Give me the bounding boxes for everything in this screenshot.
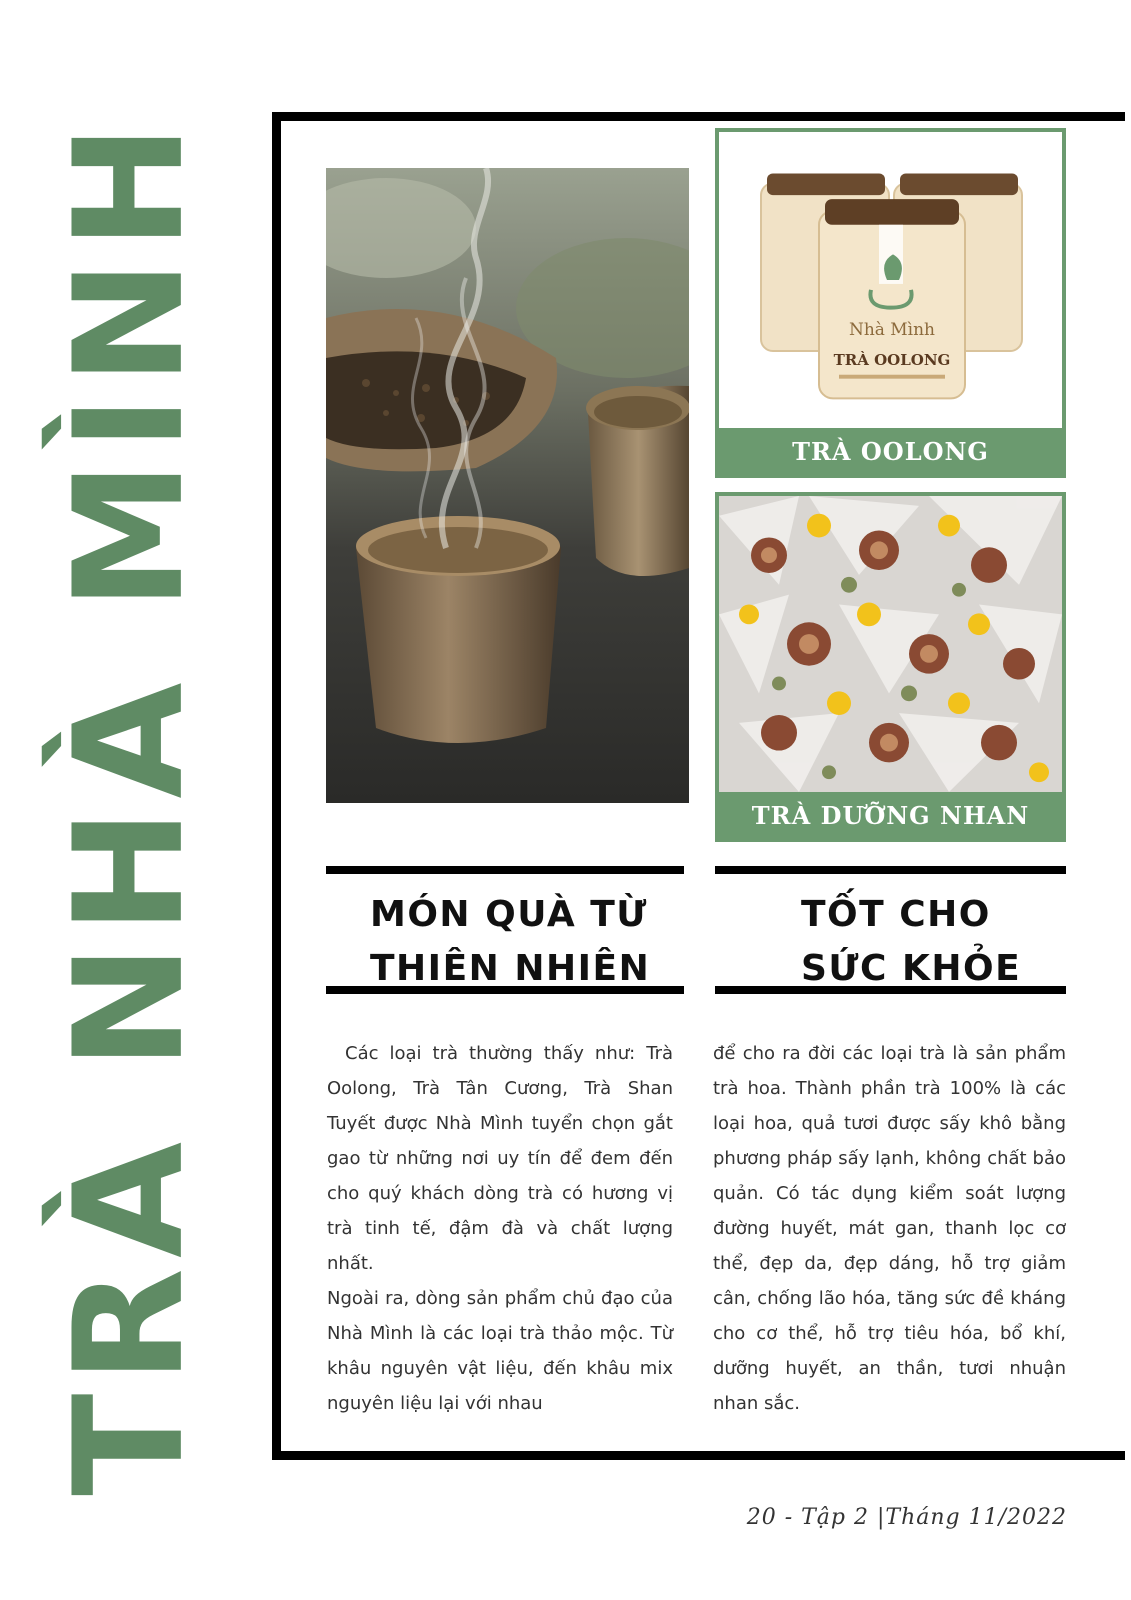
section-heading-gift — [326, 866, 684, 994]
product-card-duong-nhan — [715, 492, 1066, 842]
heading-gift-line2: THIÊN NHIÊN — [370, 948, 651, 989]
product-caption-duong-nhan: TRÀ DƯỠNG NHAN — [719, 792, 1062, 838]
body-paragraph-3: để cho ra đời các loại trà là sản phẩm trà hoa. Thành phần trà 100% là các loại hoa, quả tươi được sấy khô bằng phương pháp sấy lạnh, không chất bảo quản. Có tác dụng kiểm soát lượng đường huyết, mát gan, thanh lọc cơ thể, đẹp da, đẹp dáng, hỗ trợ giảm cân, chống lão hóa, tăng sức đề kháng cho cơ thể, hỗ trợ tiêu hóa, bổ khí, dưỡng huyết, an thần, tươi nhuận nhan sắc. — [713, 1043, 1066, 1414]
side-title-text: TRÀ NHÀ MÌNH — [43, 114, 218, 1496]
heading-health-line1: TỐT CHO — [801, 894, 991, 935]
product-caption-oolong: TRÀ OOLONG — [719, 428, 1062, 474]
tea-cups-photo — [326, 168, 689, 803]
body-paragraph-2: Ngoài ra, dòng sản phẩm chủ đạo của Nhà Mình là các loại trà thảo mộc. Từ khâu nguyên vật liệu, đến khâu mix nguyên liệu lại với nhau — [327, 1288, 673, 1414]
product-card-oolong — [715, 128, 1066, 478]
section-heading-health — [715, 866, 1066, 994]
vertical-title — [30, 114, 230, 1496]
jar-brand-text: Nhà Mình — [848, 319, 936, 340]
body-column-left — [327, 1036, 673, 1421]
herbal-tea-bags-photo — [719, 496, 1062, 792]
body-column-right — [713, 1036, 1066, 1421]
oolong-jar-photo — [719, 132, 1062, 428]
heading-health-line2: SỨC KHỎE — [801, 948, 1022, 989]
heading-gift-line1: MÓN QUÀ TỪ — [370, 894, 648, 935]
body-paragraph-1: Các loại trà thường thấy như: Trà Oolong, Trà Tân Cương, Trà Shan Tuyết được Nhà Mình tuyển chọn gắt gao từ những nơi uy tín để đem đến cho quý khách dòng trà có hương vị trà tinh tế, đậm đà và chất lượng nhất. — [327, 1043, 673, 1274]
page-footer: 20 - Tập 2 |Tháng 11/2022 — [746, 1505, 1067, 1530]
jar-label-text: TRÀ OOLONG — [833, 350, 951, 369]
